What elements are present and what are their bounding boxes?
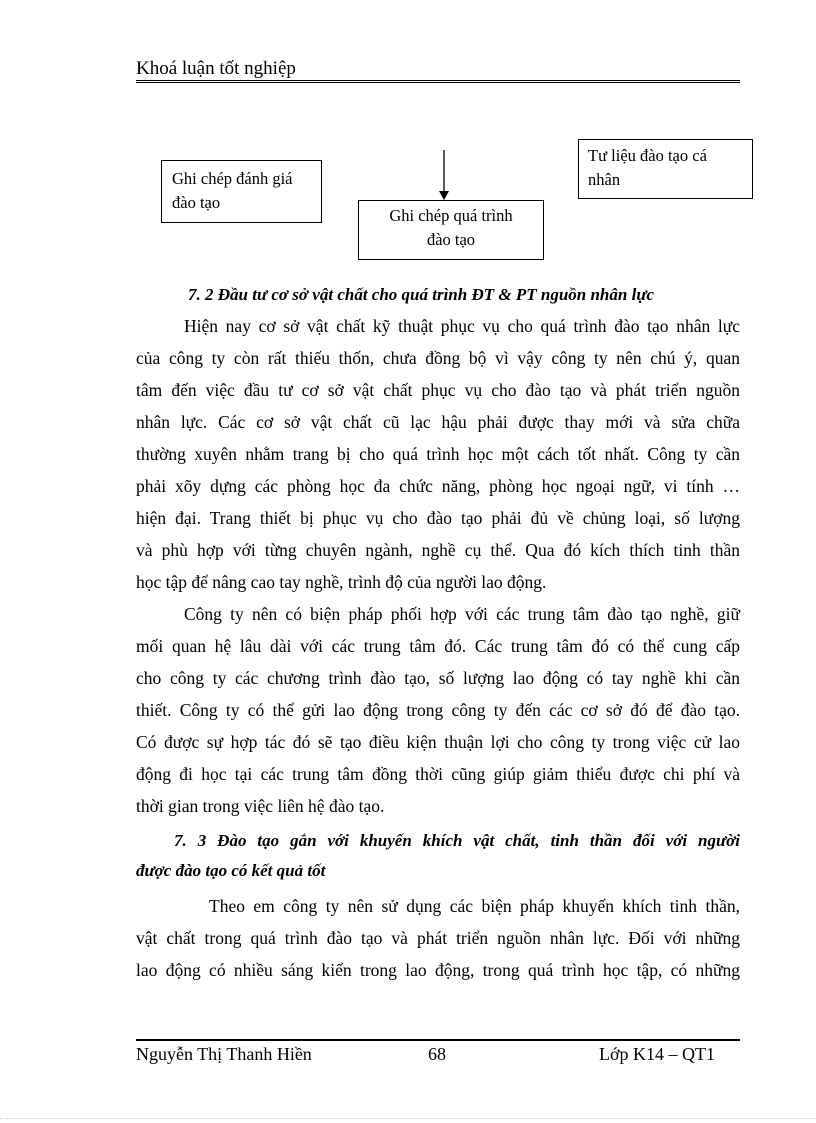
paragraph-line: tâm đến việc đầu tư cơ sở vật chất phục vụ cho đào tạo và phát triển nguồn [136, 380, 740, 400]
paragraph-line: hiện đại. Trang thiết bị phục vụ cho đào tạo phải đủ về chủng loại, số lượng [136, 508, 740, 528]
diagram-box-personal-training-docs [578, 139, 753, 199]
paragraph-line: thiết. Công ty có thể gửi lao động trong công ty đến các cơ sở đó để đào tạo. [136, 700, 740, 720]
paragraph-line: thời gian trong việc liên hệ đào tạo. [136, 796, 385, 816]
paragraph-line: cho công ty các chương trình đào tạo, số lượng lao động có tay nghề khi cần [136, 668, 740, 688]
paragraph-line: phải xõy dựng các phòng học đa chức năng, phòng học ngoại ngữ, vi tính … [136, 476, 740, 496]
page-edge-divider [0, 1118, 816, 1119]
paragraph-line: lao động có nhiều sáng kiến trong lao động, trong quá trình học tập, có những [136, 960, 740, 980]
paragraph-line: vật chất trong quá trình đào tạo và phát triển nguồn nhân lực. Đối với những [136, 928, 740, 948]
footer-divider [136, 1039, 740, 1041]
paragraph-line: mối quan hệ lâu dài với các trung tâm đó. Các trung tâm đó có thể cung cấp [136, 636, 740, 656]
paragraph-line: và phù hợp với từng chuyên ngành, nghề cụ thể. Qua đó kích thích tinh thần [136, 540, 740, 560]
paragraph-line: thường xuyên nhằm trang bị cho quá trình học một cách tốt nhất. Công ty cần [136, 444, 740, 464]
diagram-box-line: Tư liệu đào tạo cá [588, 146, 707, 165]
paragraph-line: học tập để nâng cao tay nghề, trình độ của người lao động. [136, 572, 547, 592]
diagram-box-training-process-records [358, 200, 544, 260]
diagram-box-line: Ghi chép quá trình [389, 206, 513, 225]
paragraph-line: Theo em công ty nên sử dụng các biện pháp khuyến khích tinh thần, [209, 896, 740, 916]
diagram-box-training-evaluation-records [161, 160, 322, 223]
diagram-down-arrow-icon [436, 150, 452, 202]
section-heading-7-2: 7. 2 Đầu tư cơ sở vật chất cho quá trình ĐT & PT nguồn nhân lực [188, 285, 655, 304]
paragraph-line: Công ty nên có biện pháp phối hợp với các trung tâm đào tạo nghề, giữ [184, 604, 740, 624]
header-divider [136, 80, 740, 83]
paragraph-line: động đi học tại các trung tâm đồng thời cũng giúp giảm thiểu được chi phí và [136, 764, 740, 784]
diagram-box-line: nhân [588, 170, 621, 189]
paragraph-line: của công ty còn rất thiếu thốn, chưa đồng bộ vì vậy công ty nên chú ý, quan [136, 348, 740, 368]
diagram-box-line: Ghi chép đánh giá [172, 169, 293, 188]
section-heading-7-3-continued: được đào tạo có kết quả tốt [136, 861, 326, 880]
running-header-title: Khoá luận tốt nghiệp [136, 58, 296, 79]
footer-class-label: Lớp K14 – QT1 [599, 1044, 716, 1064]
diagram-box-line: đào tạo [172, 193, 221, 212]
footer-author: Nguyễn Thị Thanh Hiền [136, 1044, 312, 1064]
paragraph-line: Hiện nay cơ sở vật chất kỹ thuật phục vụ cho quá trình đào tạo nhân lực [184, 316, 740, 336]
section-heading-7-3: 7. 3 Đào tạo gắn với khuyến khích vật chất, tinh thần đối với người [174, 831, 740, 850]
paragraph-line: Có được sự hợp tác đó sẽ tạo điều kiện thuận lợi cho công ty trong việc cử lao [136, 732, 740, 752]
paragraph-line: nhân lực. Các cơ sở vật chất cũ lạc hậu phải được thay mới và sửa chữa [136, 412, 740, 432]
footer-page-number: 68 [428, 1044, 446, 1064]
diagram-box-line: đào tạo [426, 230, 476, 249]
